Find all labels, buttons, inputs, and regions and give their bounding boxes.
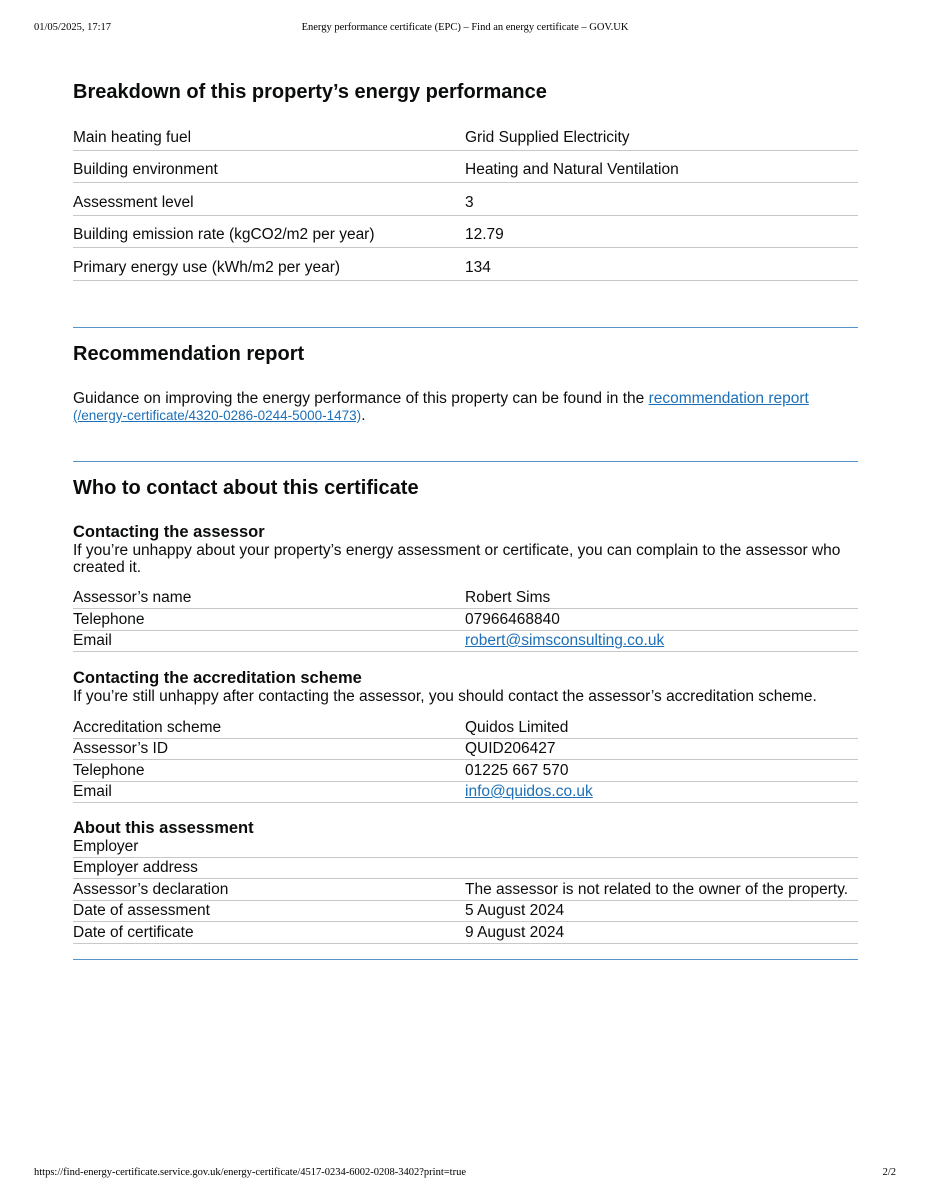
section-divider — [73, 959, 858, 960]
scheme-table — [73, 717, 858, 803]
assessor-id: QUID206427 — [465, 738, 858, 760]
assessor-telephone: 07966468840 — [465, 609, 858, 631]
table-row — [73, 248, 858, 281]
row-value: 134 — [465, 248, 858, 281]
assessor-table — [73, 588, 858, 653]
recommendation-section — [73, 340, 858, 424]
table-row — [73, 781, 858, 803]
table-row — [73, 879, 858, 901]
assessor-intro: If you’re unhappy about your property’s energy assessment or certificate, you can complain to the assessor who created it. — [73, 541, 841, 576]
table-row — [73, 150, 858, 183]
row-label: Building environment — [73, 150, 465, 183]
print-datetime: 01/05/2025, 17:17 — [34, 22, 112, 33]
assessor-contact — [73, 522, 858, 653]
row-label: Email — [73, 630, 465, 652]
row-value: 3 — [465, 183, 858, 216]
table-row — [73, 183, 858, 216]
row-label: Primary energy use (kWh/m2 per year) — [73, 248, 465, 281]
scheme-heading: Contacting the accreditation scheme — [73, 669, 362, 687]
section-divider — [73, 461, 858, 462]
row-label: Employer address — [73, 857, 465, 879]
breakdown-section — [73, 78, 858, 281]
table-row — [73, 922, 858, 944]
row-label: Employer — [73, 836, 465, 857]
assessor-heading: Contacting the assessor — [73, 522, 265, 541]
print-page-number: 2/2 — [882, 1167, 896, 1178]
row-label: Assessor’s name — [73, 588, 465, 609]
scheme-telephone: 01225 667 570 — [465, 760, 858, 782]
table-row — [73, 900, 858, 922]
table-row — [73, 717, 858, 738]
row-label: Building emission rate (kgCO2/m2 per year) — [73, 215, 465, 248]
breakdown-table — [73, 118, 858, 281]
row-label: Assessment level — [73, 183, 465, 216]
row-value — [465, 857, 858, 879]
about-assessment — [73, 818, 858, 944]
row-label: Date of assessment — [73, 900, 465, 922]
table-row — [73, 609, 858, 631]
row-label: Date of certificate — [73, 922, 465, 944]
table-row — [73, 738, 858, 760]
scheme-intro: If you’re still unhappy after contacting the assessor, you should contact the assessor’s accreditation scheme. — [73, 688, 817, 705]
table-row — [73, 760, 858, 782]
row-value: Heating and Natural Ventilation — [465, 150, 858, 183]
row-label: Email — [73, 781, 465, 803]
row-label: Telephone — [73, 760, 465, 782]
scheme-contact — [73, 668, 858, 803]
breakdown-heading: Breakdown of this property’s energy performance — [73, 81, 547, 103]
section-divider — [73, 327, 858, 328]
recommendation-heading: Recommendation report — [73, 342, 305, 365]
row-value: 5 August 2024 — [465, 900, 858, 922]
table-row — [73, 836, 858, 857]
print-page-title: Energy performance certificate (EPC) – Find an energy certificate – GOV.UK — [301, 22, 629, 33]
table-row — [73, 630, 858, 652]
row-value: 9 August 2024 — [465, 922, 858, 944]
row-label: Assessor’s declaration — [73, 879, 465, 901]
assessor-email-link[interactable]: robert@simsconsulting.co.uk — [465, 632, 665, 649]
table-row — [73, 588, 858, 609]
print-url: https://find-energy-certificate.service.gov.uk/energy-certificate/4517-0234-6002-0208-3402?print=true — [34, 1167, 466, 1178]
row-label: Accreditation scheme — [73, 717, 465, 738]
recommendation-text: Guidance on improving the energy performance of this property can be found in the recommendation report (/energy-certificate/4320-0286-0244-5000-1473). — [73, 389, 809, 424]
row-value — [465, 836, 858, 857]
about-table — [73, 836, 858, 944]
row-value: Grid Supplied Electricity — [465, 118, 858, 150]
main-content — [73, 78, 858, 960]
table-row — [73, 215, 858, 248]
recommendation-report-link[interactable]: recommendation report (/energy-certificate/4320-0286-0244-5000-1473) — [73, 389, 809, 423]
row-label: Assessor’s ID — [73, 738, 465, 760]
about-heading: About this assessment — [73, 819, 254, 837]
contact-heading: Who to contact about this certificate — [73, 476, 419, 499]
table-row — [73, 857, 858, 879]
assessor-name: Robert Sims — [465, 588, 858, 609]
table-row — [73, 118, 858, 150]
row-label: Telephone — [73, 609, 465, 631]
scheme-name: Quidos Limited — [465, 717, 858, 738]
row-label: Main heating fuel — [73, 118, 465, 150]
row-value: The assessor is not related to the owner of the property. — [465, 879, 858, 901]
scheme-email-link[interactable]: info@quidos.co.uk — [465, 783, 593, 800]
contact-section — [73, 474, 858, 944]
row-value: 12.79 — [465, 215, 858, 248]
